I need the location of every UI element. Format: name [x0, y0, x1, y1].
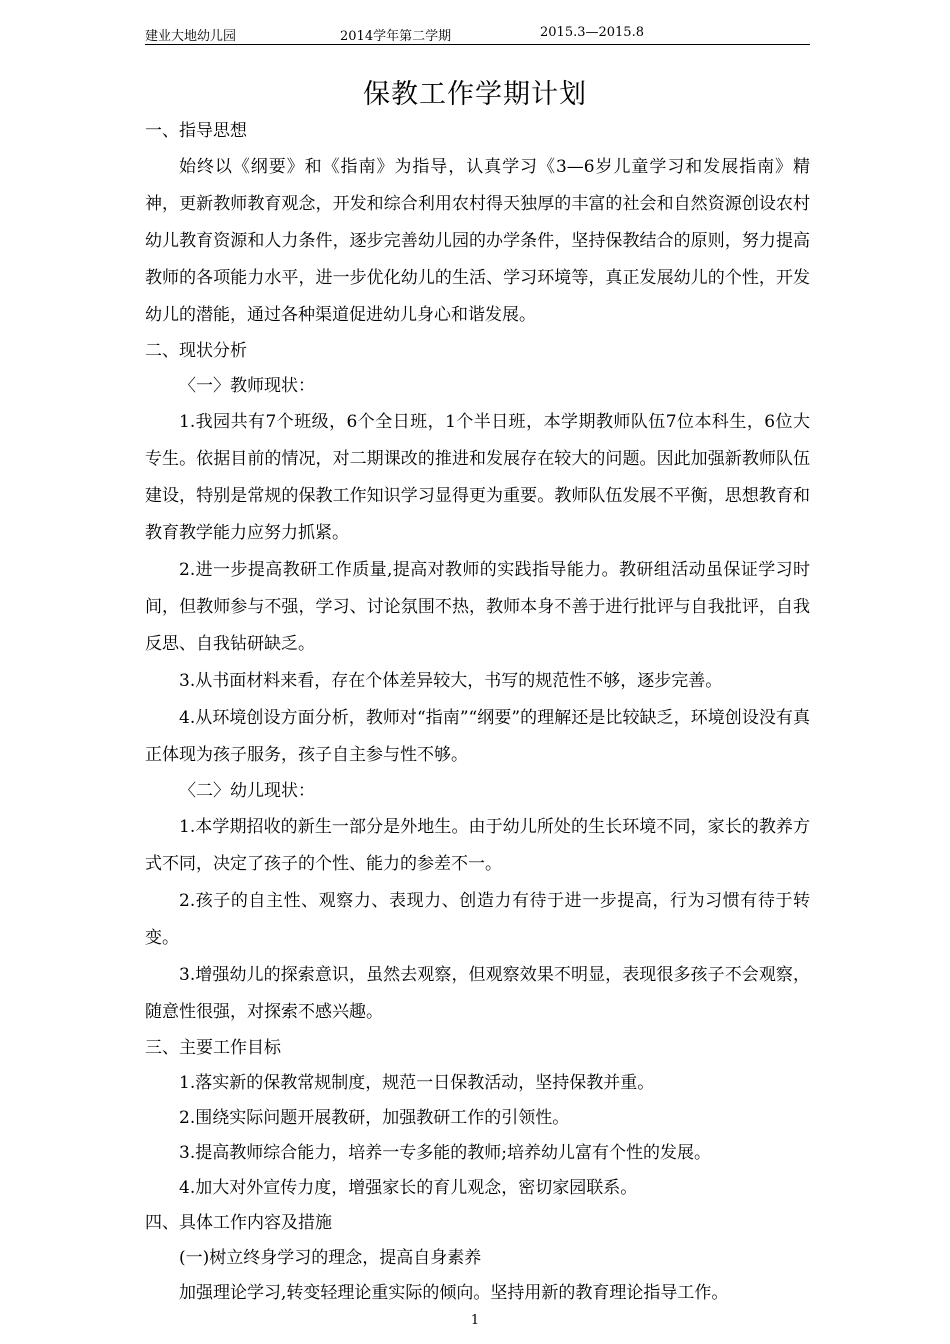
- paragraph-teacher-1: 1.我园共有7个班级，6个全日班，1个半日班，本学期教师队伍7位本科生，6位大专生。依据目前的情况，对二期课改的推进和发展存在较大的问题。因此加强新教师队伍建设，特别是常规的保教工作知识学习显得更为重要。教师队伍发展不平衡，思想教育和教育教学能力应努力抓紧。: [145, 412, 810, 543]
- paragraph-teacher-4: 4.从环境创设方面分析，教师对“指南”“纲要”的理解还是比较缺乏，环境创设没有真正体现为孩子服务，孩子自主参与性不够。: [145, 708, 810, 765]
- section-heading-guiding-thought: 一、指导思想: [145, 121, 247, 141]
- goal-item-3: 3.提高教师综合能力，培养一专多能的教师;培养幼儿富有个性的发展。: [179, 1143, 711, 1163]
- header-school-name: 建业大地幼儿园: [145, 29, 237, 44]
- paragraph-teacher-3: 3.从书面材料来看，存在个体差异较大，书写的规范性不够，逐步完善。: [179, 671, 723, 691]
- goal-item-4: 4.加大对外宣传力度，增强家长的育儿观念，密切家园联系。: [179, 1178, 638, 1198]
- goal-item-2: 2.围绕实际问题开展教研，加强教研工作的引领性。: [179, 1108, 570, 1128]
- document-body: [145, 114, 810, 1311]
- paragraph-children-3: 3.增强幼儿的探索意识，虽然去观察，但观察效果不明显，表现很多孩子不会观察，随意性很强，对探索不感兴趣。: [145, 965, 810, 1022]
- document-title: 保教工作学期计划: [363, 79, 587, 110]
- paragraph-children-2: 2.孩子的自主性、观察力、表现力、创造力有待于进一步提高，行为习惯有待于转变。: [145, 891, 810, 948]
- subheading-children-status: 〈二〉幼儿现状：: [179, 781, 315, 801]
- header-dates: 2015.3—2015.8: [540, 25, 644, 40]
- subheading-lifelong-learning: (一)树立终身学习的理念，提高自身素养: [179, 1248, 482, 1268]
- header-term: 2014学年第二学期: [340, 29, 452, 44]
- subheading-teacher-status: 〈一〉教师现状：: [179, 376, 315, 396]
- paragraph-teacher-2: 2.进一步提高教研工作质量,提高对教师的实践指导能力。教研组活动虽保证学习时间，但教师参与不强，学习、讨论氛围不热，教师本身不善于进行批评与自我批评，自我反思、自我钻研缺乏。: [145, 560, 810, 654]
- section-heading-main-goals: 三、主要工作目标: [145, 1038, 281, 1058]
- paragraph-theory-study: 加强理论学习,转变轻理论重实际的倾向。坚持用新的教育理论指导工作。: [179, 1283, 729, 1303]
- section-heading-work-content: 四、具体工作内容及措施: [145, 1213, 332, 1233]
- page-number: 1: [470, 1313, 480, 1328]
- paragraph-children-1: 1.本学期招收的新生一部分是外地生。由于幼儿所处的生长环境不同，家长的教养方式不同，决定了孩子的个性、能力的参差不一。: [145, 817, 810, 874]
- paragraph-guiding-thought: 始终以《纲要》和《指南》为指导，认真学习《3—6岁儿童学习和发展指南》精神，更新教师教育观念，开发和综合利用农村得天独厚的丰富的社会和自然资源创设农村幼儿教育资源和人力条件，逐步完善幼儿园的办学条件，坚持保教结合的原则，努力提高教师的各项能力水平，进一步优化幼儿的生活、学习环境等，真正发展幼儿的个性，开发幼儿的潜能，通过各种渠道促进幼儿身心和谐发展。: [145, 157, 810, 325]
- section-heading-status-analysis: 二、现状分析: [145, 341, 247, 361]
- page-header: [145, 22, 810, 45]
- goal-item-1: 1.落实新的保教常规制度，规范一日保教活动，坚持保教并重。: [179, 1073, 655, 1093]
